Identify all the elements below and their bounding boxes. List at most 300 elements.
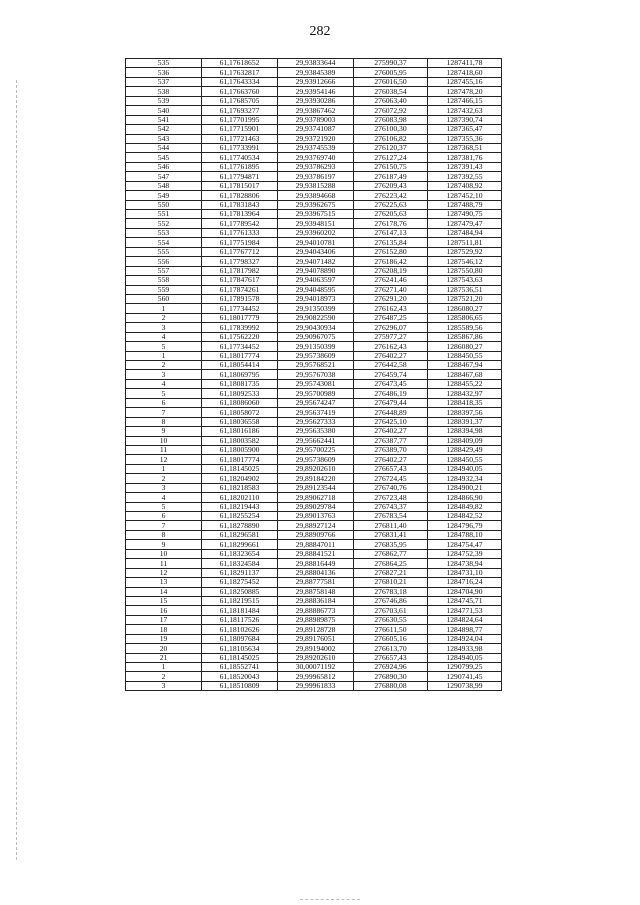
y-coordinate-cell: 1287529,92 [428,247,502,256]
longitude-cell: 29,99965812 [278,672,354,681]
point-number-cell: 7 [126,521,202,530]
latitude-cell: 61,18036558 [202,417,278,426]
point-number-cell: 550 [126,200,202,209]
x-coordinate-cell: 276387,77 [354,436,428,445]
point-number-cell: 553 [126,228,202,237]
y-coordinate-cell: 1287418,60 [428,68,502,77]
table-row [126,653,502,662]
table-row [126,266,502,275]
longitude-cell: 29,95743081 [278,379,354,388]
latitude-cell: 61,17794871 [202,172,278,181]
y-coordinate-cell: 1287432,63 [428,106,502,115]
x-coordinate-cell: 276402,27 [354,427,428,436]
latitude-cell: 61,18250885 [202,587,278,596]
table-row [126,512,502,521]
x-coordinate-cell: 276225,63 [354,200,428,209]
y-coordinate-cell: 1287490,75 [428,210,502,219]
table-row [126,417,502,426]
latitude-cell: 61,17828806 [202,191,278,200]
y-coordinate-cell: 1287392,55 [428,172,502,181]
point-number-cell: 554 [126,238,202,247]
y-coordinate-cell: 1288418,35 [428,398,502,407]
y-coordinate-cell: 1284788,10 [428,530,502,539]
y-coordinate-cell: 1284866,90 [428,493,502,502]
longitude-cell: 29,94043406 [278,247,354,256]
latitude-cell: 61,17767712 [202,247,278,256]
x-coordinate-cell: 276740,76 [354,483,428,492]
point-number-cell: 3 [126,323,202,332]
x-coordinate-cell: 276442,58 [354,361,428,370]
x-coordinate-cell: 276150,75 [354,162,428,171]
longitude-cell: 29,95768521 [278,361,354,370]
table-row [126,125,502,134]
y-coordinate-cell: 1287543,63 [428,276,502,285]
latitude-cell: 61,18097684 [202,634,278,643]
table-row [126,606,502,615]
x-coordinate-cell: 276402,27 [354,351,428,360]
latitude-cell: 61,18291137 [202,568,278,577]
x-coordinate-cell: 276147,13 [354,228,428,237]
longitude-cell: 29,94071482 [278,257,354,266]
y-coordinate-cell: 1287546,12 [428,257,502,266]
point-number-cell: 10 [126,549,202,558]
x-coordinate-cell: 276152,80 [354,247,428,256]
point-number-cell: 555 [126,247,202,256]
x-coordinate-cell: 276831,41 [354,530,428,539]
table-row [126,219,502,228]
latitude-cell: 61,18092533 [202,389,278,398]
x-coordinate-cell: 276811,40 [354,521,428,530]
latitude-cell: 61,17733991 [202,143,278,152]
point-number-cell: 13 [126,578,202,587]
latitude-cell: 61,17618652 [202,59,278,68]
x-coordinate-cell: 276613,70 [354,644,428,653]
y-coordinate-cell: 1287484,94 [428,228,502,237]
x-coordinate-cell: 276205,63 [354,210,428,219]
longitude-cell: 29,95767038 [278,370,354,379]
y-coordinate-cell: 1284849,82 [428,502,502,511]
latitude-cell: 61,18296581 [202,530,278,539]
longitude-cell: 29,93867462 [278,106,354,115]
x-coordinate-cell: 276862,77 [354,549,428,558]
point-number-cell: 542 [126,125,202,134]
latitude-cell: 61,18016186 [202,427,278,436]
longitude-cell: 29,93815288 [278,181,354,190]
latitude-cell: 61,17663760 [202,87,278,96]
table-row [126,77,502,86]
x-coordinate-cell: 276209,43 [354,181,428,190]
point-number-cell: 551 [126,210,202,219]
point-number-cell: 545 [126,153,202,162]
coordinates-table-body [126,59,502,691]
latitude-cell: 61,17798327 [202,257,278,266]
longitude-cell: 30,00071192 [278,663,354,672]
point-number-cell: 8 [126,417,202,426]
point-number-cell: 557 [126,266,202,275]
table-row [126,200,502,209]
x-coordinate-cell: 276291,20 [354,294,428,303]
table-row [126,644,502,653]
table-row [126,596,502,605]
latitude-cell: 61,17839992 [202,323,278,332]
y-coordinate-cell: 1288391,37 [428,417,502,426]
latitude-cell: 61,17721463 [202,134,278,143]
point-number-cell: 12 [126,568,202,577]
point-number-cell: 14 [126,587,202,596]
point-number-cell: 18 [126,625,202,634]
longitude-cell: 29,93745539 [278,143,354,152]
table-row [126,162,502,171]
latitude-cell: 61,17715901 [202,125,278,134]
x-coordinate-cell: 276605,16 [354,634,428,643]
point-number-cell: 546 [126,162,202,171]
longitude-cell: 29,88804136 [278,568,354,577]
longitude-cell: 29,95674247 [278,398,354,407]
y-coordinate-cell: 1288467,94 [428,361,502,370]
x-coordinate-cell: 276208,19 [354,266,428,275]
table-row [126,134,502,143]
table-row [126,304,502,313]
table-row [126,87,502,96]
latitude-cell: 61,18520043 [202,672,278,681]
y-coordinate-cell: 1284940,05 [428,464,502,473]
longitude-cell: 29,89029784 [278,502,354,511]
longitude-cell: 29,93967515 [278,210,354,219]
x-coordinate-cell: 276271,40 [354,285,428,294]
y-coordinate-cell: 1288394,98 [428,427,502,436]
table-row [126,483,502,492]
table-row [126,172,502,181]
y-coordinate-cell: 1285867,86 [428,332,502,341]
x-coordinate-cell: 276703,61 [354,606,428,615]
x-coordinate-cell: 276296,07 [354,323,428,332]
longitude-cell: 29,95700225 [278,445,354,454]
point-number-cell: 541 [126,115,202,124]
latitude-cell: 61,18145025 [202,653,278,662]
point-number-cell: 9 [126,540,202,549]
x-coordinate-cell: 276223,42 [354,191,428,200]
table-row [126,361,502,370]
longitude-cell: 29,93741087 [278,125,354,134]
x-coordinate-cell: 276630,55 [354,615,428,624]
point-number-cell: 543 [126,134,202,143]
y-coordinate-cell: 1288409,09 [428,436,502,445]
point-number-cell: 4 [126,493,202,502]
latitude-cell: 61,17831843 [202,200,278,209]
longitude-cell: 29,89184220 [278,474,354,483]
longitude-cell: 29,93948151 [278,219,354,228]
longitude-cell: 29,94018973 [278,294,354,303]
longitude-cell: 29,88909766 [278,530,354,539]
point-number-cell: 2 [126,672,202,681]
x-coordinate-cell: 276743,37 [354,502,428,511]
longitude-cell: 29,93769740 [278,153,354,162]
point-number-cell: 3 [126,681,202,690]
x-coordinate-cell: 276746,86 [354,596,428,605]
longitude-cell: 29,89123544 [278,483,354,492]
y-coordinate-cell: 1290799,25 [428,663,502,672]
table-row [126,370,502,379]
point-number-cell: 5 [126,502,202,511]
point-number-cell: 548 [126,181,202,190]
longitude-cell: 29,93960202 [278,228,354,237]
y-coordinate-cell: 1284771,53 [428,606,502,615]
x-coordinate-cell: 276459,74 [354,370,428,379]
x-coordinate-cell: 276241,46 [354,276,428,285]
point-number-cell: 17 [126,615,202,624]
longitude-cell: 29,88836184 [278,596,354,605]
x-coordinate-cell: 276016,50 [354,77,428,86]
point-number-cell: 556 [126,257,202,266]
latitude-cell: 61,17643334 [202,77,278,86]
latitude-cell: 61,18117526 [202,615,278,624]
point-number-cell: 1 [126,351,202,360]
x-coordinate-cell: 276072,92 [354,106,428,115]
table-row [126,427,502,436]
latitude-cell: 61,18219515 [202,596,278,605]
y-coordinate-cell: 1284933,98 [428,644,502,653]
y-coordinate-cell: 1287390,74 [428,115,502,124]
point-number-cell: 1 [126,304,202,313]
y-coordinate-cell: 1287536,51 [428,285,502,294]
latitude-cell: 61,18219443 [202,502,278,511]
y-coordinate-cell: 1288429,49 [428,445,502,454]
point-number-cell: 544 [126,143,202,152]
longitude-cell: 29,89128728 [278,625,354,634]
x-coordinate-cell: 276100,30 [354,125,428,134]
longitude-cell: 29,93786293 [278,162,354,171]
latitude-cell: 61,18003582 [202,436,278,445]
table-row [126,625,502,634]
table-row [126,530,502,539]
point-number-cell: 1 [126,464,202,473]
y-coordinate-cell: 1284940,05 [428,653,502,662]
y-coordinate-cell: 1290741,45 [428,672,502,681]
point-number-cell: 537 [126,77,202,86]
latitude-cell: 61,18005900 [202,445,278,454]
point-number-cell: 10 [126,436,202,445]
table-row [126,115,502,124]
latitude-cell: 61,17685705 [202,96,278,105]
y-coordinate-cell: 1284932,34 [428,474,502,483]
point-number-cell: 2 [126,361,202,370]
table-row [126,540,502,549]
latitude-cell: 61,17761333 [202,228,278,237]
x-coordinate-cell: 276389,70 [354,445,428,454]
y-coordinate-cell: 1284824,64 [428,615,502,624]
longitude-cell: 29,89062718 [278,493,354,502]
x-coordinate-cell: 276135,84 [354,238,428,247]
x-coordinate-cell: 276783,18 [354,587,428,596]
latitude-cell: 61,18204902 [202,474,278,483]
longitude-cell: 29,93962675 [278,200,354,209]
latitude-cell: 61,17693277 [202,106,278,115]
y-coordinate-cell: 1284842,52 [428,512,502,521]
latitude-cell: 61,17813964 [202,210,278,219]
table-row [126,332,502,341]
longitude-cell: 29,95738609 [278,455,354,464]
y-coordinate-cell: 1287452,10 [428,191,502,200]
latitude-cell: 61,18278890 [202,521,278,530]
x-coordinate-cell: 276835,95 [354,540,428,549]
x-coordinate-cell: 276425,10 [354,417,428,426]
point-number-cell: 2 [126,313,202,322]
y-coordinate-cell: 1284754,47 [428,540,502,549]
point-number-cell: 16 [126,606,202,615]
y-coordinate-cell: 1287411,78 [428,59,502,68]
y-coordinate-cell: 1284924,04 [428,634,502,643]
longitude-cell: 29,93789003 [278,115,354,124]
point-number-cell: 547 [126,172,202,181]
table-row [126,106,502,115]
table-row [126,342,502,351]
latitude-cell: 61,17815017 [202,181,278,190]
longitude-cell: 29,88816449 [278,559,354,568]
y-coordinate-cell: 1285806,65 [428,313,502,322]
x-coordinate-cell: 276657,43 [354,464,428,473]
latitude-cell: 61,18323654 [202,549,278,558]
table-row [126,464,502,473]
table-row [126,379,502,388]
x-coordinate-cell: 276178,76 [354,219,428,228]
longitude-cell: 29,95627333 [278,417,354,426]
x-coordinate-cell: 276487,25 [354,313,428,322]
x-coordinate-cell: 276479,44 [354,398,428,407]
latitude-cell: 61,17751984 [202,238,278,247]
longitude-cell: 29,93845389 [278,68,354,77]
table-row [126,68,502,77]
y-coordinate-cell: 1287365,47 [428,125,502,134]
longitude-cell: 29,93954146 [278,87,354,96]
longitude-cell: 29,88989875 [278,615,354,624]
longitude-cell: 29,93930286 [278,96,354,105]
table-row [126,294,502,303]
x-coordinate-cell: 275977,27 [354,332,428,341]
y-coordinate-cell: 1287478,20 [428,87,502,96]
table-row [126,181,502,190]
point-number-cell: 11 [126,559,202,568]
x-coordinate-cell: 276402,27 [354,455,428,464]
longitude-cell: 29,93786197 [278,172,354,181]
longitude-cell: 29,88927124 [278,521,354,530]
x-coordinate-cell: 276162,43 [354,304,428,313]
longitude-cell: 29,88886773 [278,606,354,615]
point-number-cell: 6 [126,398,202,407]
latitude-cell: 61,17847617 [202,276,278,285]
coordinates-table [125,58,502,691]
x-coordinate-cell: 276162,43 [354,342,428,351]
point-number-cell: 15 [126,596,202,605]
y-coordinate-cell: 1287455,16 [428,77,502,86]
y-coordinate-cell: 1284716,24 [428,578,502,587]
y-coordinate-cell: 1288397,56 [428,408,502,417]
y-coordinate-cell: 1288467,68 [428,370,502,379]
latitude-cell: 61,18058072 [202,408,278,417]
y-coordinate-cell: 1288455,22 [428,379,502,388]
latitude-cell: 61,18275452 [202,578,278,587]
longitude-cell: 29,89202610 [278,464,354,473]
latitude-cell: 61,18105634 [202,644,278,653]
y-coordinate-cell: 1284738,94 [428,559,502,568]
y-coordinate-cell: 1287355,36 [428,134,502,143]
x-coordinate-cell: 276186,42 [354,257,428,266]
point-number-cell: 4 [126,332,202,341]
table-row [126,351,502,360]
point-number-cell: 11 [126,445,202,454]
table-row [126,493,502,502]
table-row [126,228,502,237]
point-number-cell: 5 [126,342,202,351]
y-coordinate-cell: 1284731,10 [428,568,502,577]
x-coordinate-cell: 276864,25 [354,559,428,568]
point-number-cell: 540 [126,106,202,115]
latitude-cell: 61,17562220 [202,332,278,341]
latitude-cell: 61,18552741 [202,663,278,672]
table-row [126,663,502,672]
table-row [126,681,502,690]
x-coordinate-cell: 276924,96 [354,663,428,672]
longitude-cell: 29,95635380 [278,427,354,436]
longitude-cell: 29,88841521 [278,549,354,558]
point-number-cell: 5 [126,389,202,398]
latitude-cell: 61,18081735 [202,379,278,388]
x-coordinate-cell: 275990,37 [354,59,428,68]
y-coordinate-cell: 1287466,15 [428,96,502,105]
table-row [126,285,502,294]
longitude-cell: 29,90822590 [278,313,354,322]
table-row [126,238,502,247]
longitude-cell: 29,90430934 [278,323,354,332]
y-coordinate-cell: 1287381,76 [428,153,502,162]
longitude-cell: 29,93833644 [278,59,354,68]
x-coordinate-cell: 276005,95 [354,68,428,77]
longitude-cell: 29,88758148 [278,587,354,596]
longitude-cell: 29,94063597 [278,276,354,285]
latitude-cell: 61,18017774 [202,455,278,464]
table-row [126,313,502,322]
table-row [126,521,502,530]
longitude-cell: 29,99961833 [278,681,354,690]
point-number-cell: 7 [126,408,202,417]
y-coordinate-cell: 1287368,51 [428,143,502,152]
latitude-cell: 61,17761895 [202,162,278,171]
table-row [126,445,502,454]
table-row [126,398,502,407]
longitude-cell: 29,91350399 [278,342,354,351]
y-coordinate-cell: 1287391,43 [428,162,502,171]
point-number-cell: 536 [126,68,202,77]
x-coordinate-cell: 276890,30 [354,672,428,681]
x-coordinate-cell: 276657,43 [354,653,428,662]
point-number-cell: 549 [126,191,202,200]
latitude-cell: 61,18086060 [202,398,278,407]
y-coordinate-cell: 1284752,39 [428,549,502,558]
latitude-cell: 61,18102626 [202,625,278,634]
y-coordinate-cell: 1286080,27 [428,342,502,351]
x-coordinate-cell: 276120,37 [354,143,428,152]
table-row [126,247,502,256]
point-number-cell: 6 [126,512,202,521]
table-row [126,559,502,568]
table-row [126,568,502,577]
point-number-cell: 20 [126,644,202,653]
x-coordinate-cell: 276187,49 [354,172,428,181]
point-number-cell: 560 [126,294,202,303]
scan-edge-bottom [300,899,360,900]
latitude-cell: 61,18510809 [202,681,278,690]
table-row [126,634,502,643]
longitude-cell: 29,94048595 [278,285,354,294]
